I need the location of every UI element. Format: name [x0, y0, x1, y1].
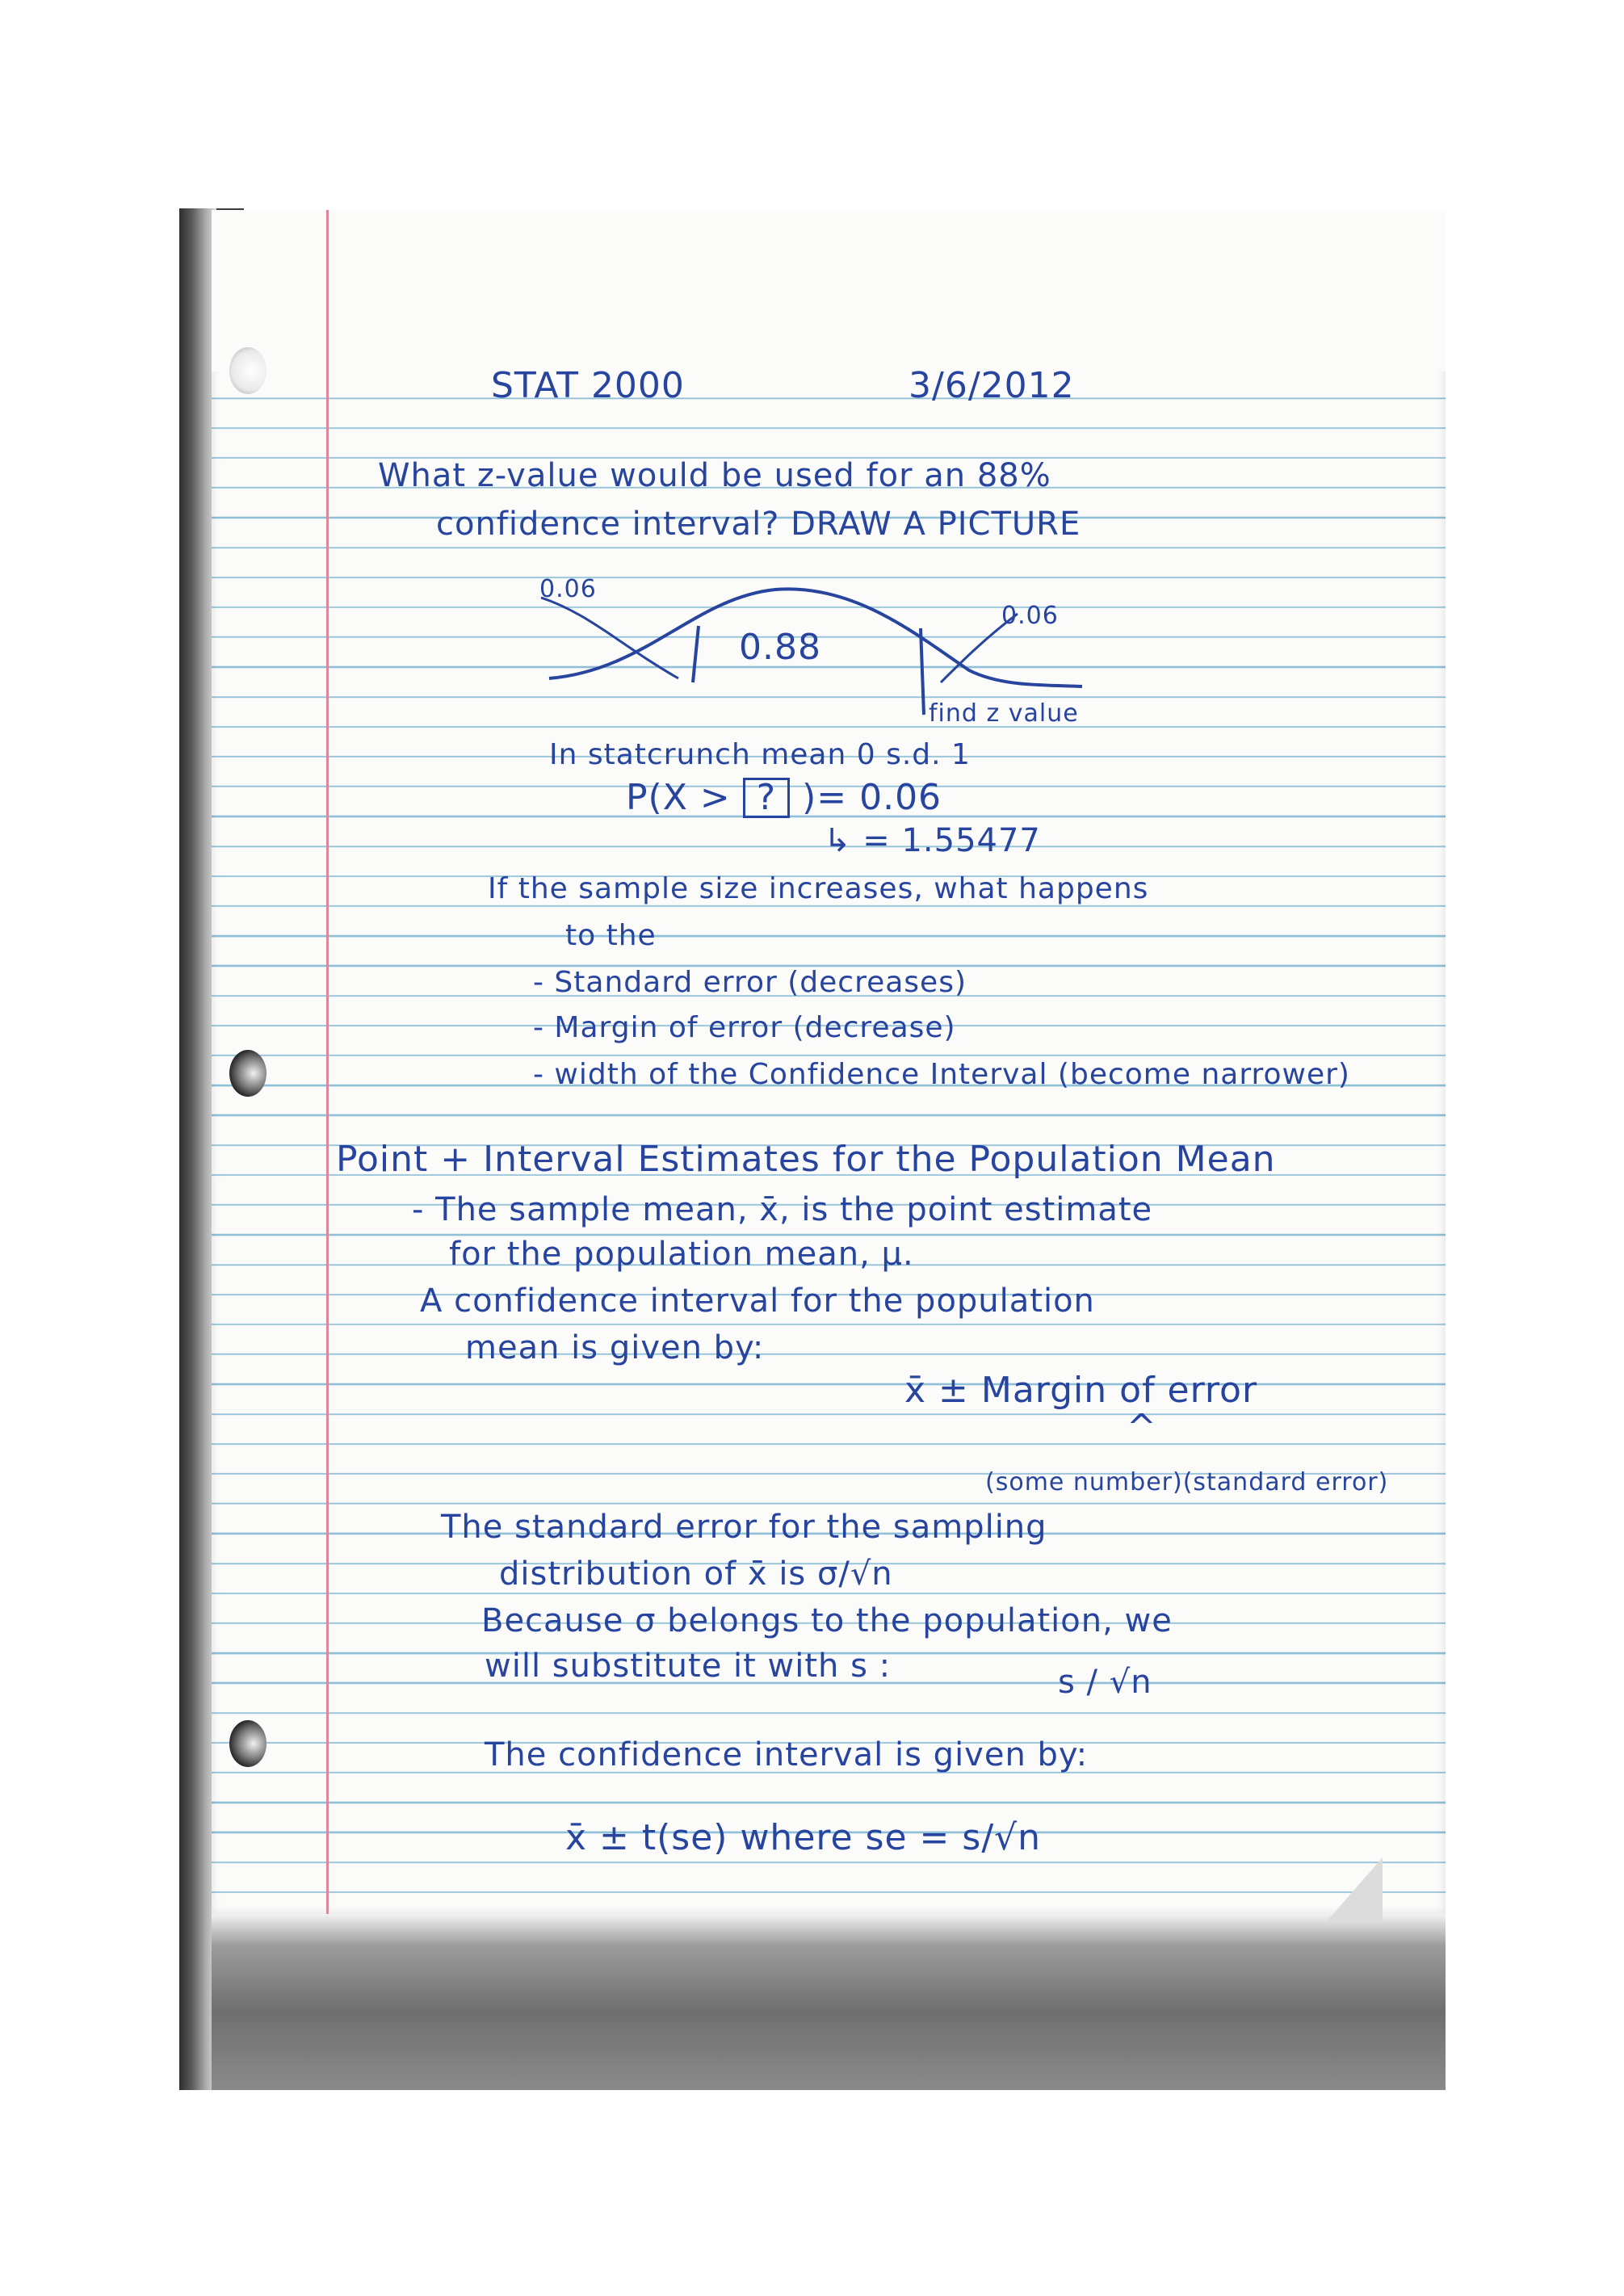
right-cutoff-line — [921, 628, 924, 715]
point-estimate-line-2: for the population mean, μ. — [449, 1236, 914, 1273]
page-top-blank — [212, 210, 1446, 371]
point-estimate-line-1: - The sample mean, x̄, is the point estimate — [412, 1191, 1153, 1228]
sample-size-question-1: If the sample size increases, what happens — [488, 872, 1149, 905]
probability-rhs: )= 0.06 — [802, 777, 942, 818]
effect-margin-of-error: - Margin of error (decrease) — [533, 1011, 956, 1044]
left-tail-label: 0.06 — [539, 575, 597, 603]
effect-interval-width: - width of the Confidence Interval (become narrower) — [533, 1058, 1350, 1091]
s-over-root-n: s / √n — [1058, 1664, 1152, 1701]
question-line-2: confidence interval? DRAW A PICTURE — [436, 506, 1081, 543]
course-title: STAT 2000 — [491, 365, 685, 406]
punch-hole-bottom — [229, 1720, 266, 1767]
statcrunch-line: In statcrunch mean 0 s.d. 1 — [549, 738, 971, 771]
question-line-1: What z-value would be used for an 88% — [378, 457, 1051, 494]
left-tail-pointer — [541, 598, 678, 678]
ci-definition-line-1: A confidence interval for the population — [420, 1282, 1095, 1320]
substitute-line-1: Because σ belongs to the population, we — [481, 1602, 1173, 1639]
probability-box: ? — [743, 778, 790, 818]
center-area-label: 0.88 — [739, 627, 821, 668]
left-cutoff-line — [693, 626, 699, 682]
margin-line — [326, 210, 329, 1914]
right-tail-label: 0.06 — [1001, 602, 1059, 630]
punch-hole-middle — [229, 1050, 266, 1097]
margin-note: (some number)(standard error) — [985, 1468, 1389, 1496]
standard-error-line-2: distribution of x̄ is σ/√n — [499, 1555, 893, 1593]
sample-size-question-2: to the — [565, 919, 657, 952]
effect-standard-error: - Standard error (decreases) — [533, 966, 967, 999]
page-corner-fold — [1326, 1857, 1383, 1922]
section-title: Point + Interval Estimates for the Population Mean — [336, 1139, 1276, 1180]
ci-definition-line-2: mean is given by: — [465, 1329, 765, 1366]
note-date: 3/6/2012 — [909, 365, 1075, 406]
ci-formula-t: x̄ ± t(se) where se = s/√n — [565, 1817, 1042, 1858]
standard-error-line-1: The standard error for the sampling — [441, 1509, 1047, 1546]
probability-lhs: P(X > — [626, 777, 731, 818]
substitute-line-2: will substitute it with s : — [485, 1647, 892, 1685]
probability-expression — [626, 777, 942, 818]
ci-given-line: The confidence interval is given by: — [485, 1736, 1089, 1773]
z-result: ↳ = 1.55477 — [824, 822, 1041, 859]
find-z-label: find z value — [929, 699, 1079, 728]
punch-hole-top — [229, 347, 266, 394]
margin-caret: ^ — [1127, 1407, 1157, 1448]
ci-formula-margin: x̄ ± Margin of error — [904, 1370, 1258, 1411]
scanner-shadow-bottom — [212, 1914, 1446, 2090]
